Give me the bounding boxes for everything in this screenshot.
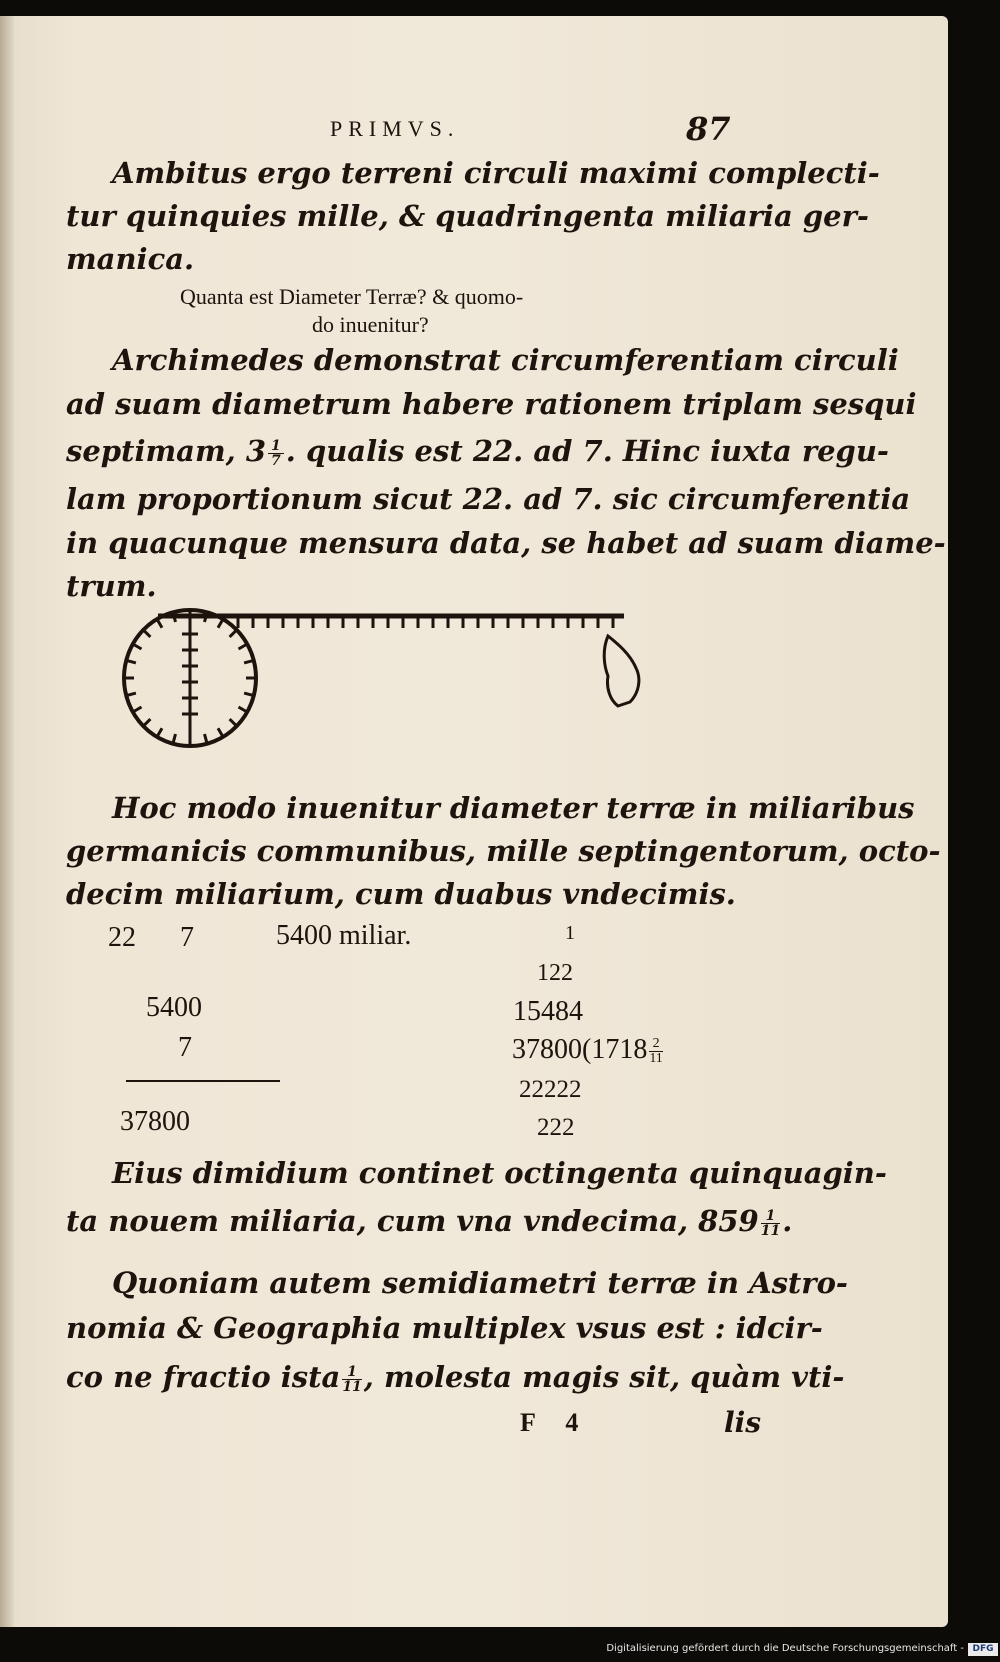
calc-value: 222	[537, 1114, 575, 1141]
circle-tick	[238, 644, 247, 649]
circle-tick	[126, 660, 136, 663]
text-line: lam proportionum sicut 22. ad 7. sic circumferentia	[66, 482, 911, 516]
text-line: Quoniam autem semidiametri terræ in Astro-	[112, 1266, 848, 1300]
circle-tick	[157, 619, 162, 628]
circle-tick	[218, 619, 223, 628]
text-line: co ne fractio ista $\frac{1}{11}$ , molesta magis sit, quàm vti-	[66, 1360, 845, 1395]
text-line: tur quinquies mille, & quadringenta miliaria ger-	[66, 199, 869, 233]
circle-tick	[230, 630, 237, 637]
circle-tick	[157, 728, 162, 737]
calc-value: 1	[565, 922, 575, 944]
text-line: trum.	[66, 569, 157, 603]
dfg-logo: DFG	[968, 1643, 998, 1656]
hand-icon	[604, 636, 639, 706]
section-heading: Quanta est Diameter Terræ? & quomo-	[180, 284, 524, 309]
circle-tick	[244, 693, 254, 696]
text-line: Ambitus ergo terreni circuli maximi complecti-	[112, 156, 880, 190]
calc-value: 22222	[519, 1076, 582, 1103]
circle-tick	[126, 693, 136, 696]
calc-value: 122	[537, 960, 573, 986]
text-line: nomia & Geographia multiplex vsus est : idcir-	[66, 1311, 823, 1345]
circle-tick	[133, 644, 142, 649]
book-page	[0, 16, 948, 1627]
text-line: ta nouem miliaria, cum vna vndecima, 859 $\frac{1}{11}$ .	[66, 1204, 793, 1239]
footer-credit: Digitalisierung gefördert durch die Deutsche Forschungsgemeinschaft -	[606, 1643, 964, 1654]
fraction: $\frac{2}{11}$	[649, 1036, 663, 1067]
calc-value: 37800(1718 $\frac{2}{11}$	[512, 1034, 663, 1067]
page-gutter	[0, 16, 14, 1627]
calc-rule	[126, 1080, 280, 1082]
circle-tick	[173, 734, 176, 744]
text-line: in quacunque mensura data, se habet ad suam diame-	[66, 526, 946, 560]
circle-tick	[230, 719, 237, 726]
circle-tick	[218, 728, 223, 737]
text-line: septimam, 3 $\frac{1}{7}$ . qualis est 22. ad 7. Hinc iuxta regu-	[66, 434, 889, 469]
fraction: $\frac{1}{11}$	[760, 1207, 781, 1239]
calc-value: 7	[180, 922, 194, 953]
circle-tick	[133, 707, 142, 712]
text-line: ad suam diametrum habere rationem triplam sesqui	[66, 387, 917, 421]
digitization-footer	[0, 1640, 1000, 1662]
calc-value: 15484	[513, 996, 583, 1027]
text-line: Archimedes demonstrat circumferentiam circuli	[112, 343, 899, 377]
text-line: decim miliarium, cum duabus vndecimis.	[66, 877, 736, 911]
catchword: lis	[724, 1406, 762, 1439]
running-title: PRIMVS.	[330, 116, 460, 141]
text-line: germanicis communibus, mille septingentorum, octo-	[66, 834, 941, 868]
circle-tick	[244, 660, 254, 663]
calc-value: 7	[178, 1032, 192, 1063]
text-line: Hoc modo inuenitur diameter terræ in miliaribus	[112, 791, 915, 825]
page-number: 87	[686, 110, 731, 148]
calc-value: 37800	[120, 1106, 190, 1137]
circle-tick	[143, 630, 150, 637]
calc-value: 5400 miliar.	[276, 920, 412, 951]
calc-value: 22	[108, 922, 136, 953]
calc-value: 5400	[146, 992, 202, 1023]
fraction: $\frac{1}{7}$	[268, 439, 284, 468]
circle-tick	[143, 719, 150, 726]
text-line: manica.	[66, 242, 195, 276]
signature-mark: F 4	[520, 1408, 579, 1437]
circle-tick	[238, 707, 247, 712]
diameter-measurement-figure	[118, 606, 678, 766]
section-heading: do inuenitur?	[312, 312, 429, 337]
text-line: Eius dimidium continet octingenta quinquagin-	[112, 1156, 887, 1190]
circle-tick	[204, 734, 207, 744]
fraction: $\frac{1}{11}$	[342, 1363, 362, 1395]
